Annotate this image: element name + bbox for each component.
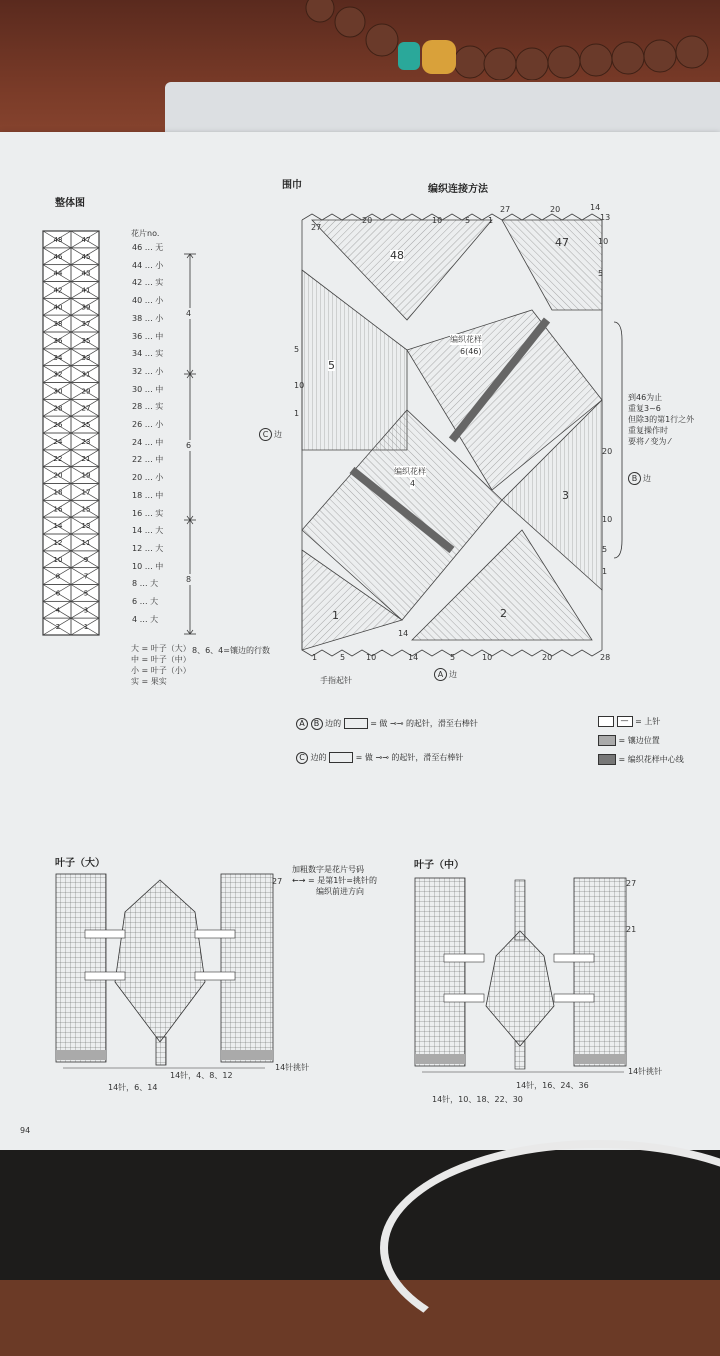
ab-edge-note: A B 边的 = 做 ⊸⊸ 的起针，滑至右棒针 bbox=[296, 718, 478, 730]
strip-number: 41 bbox=[81, 286, 91, 295]
needle-symbol-icon: ⁄ bbox=[646, 437, 648, 446]
stitch-symbol-icon bbox=[344, 718, 368, 729]
strip-number: 31 bbox=[81, 370, 91, 379]
legend-medium: 中 = 叶子（中） bbox=[131, 655, 191, 664]
motif-list-item: 8 … 大 bbox=[132, 579, 159, 589]
strip-number: 19 bbox=[81, 471, 91, 480]
leaf-large-stitches-1: 14针，4、8、12 bbox=[170, 1071, 233, 1080]
leaf-large-note: 加粗数字是花片号码 ←→ = 是第1针=挑针的 编织前进方向 bbox=[292, 865, 377, 896]
motif-column-header: 花片no. bbox=[131, 229, 160, 238]
strip-number: 35 bbox=[81, 337, 91, 345]
strip-number: 2 bbox=[55, 623, 61, 632]
strip-number: 3 bbox=[83, 606, 89, 615]
strip-number: 37 bbox=[81, 320, 91, 329]
strip-number: 34 bbox=[53, 353, 63, 362]
motif-list-item: 46 … 无 bbox=[132, 243, 164, 252]
strip-number: 48 bbox=[53, 236, 63, 244]
leaf-medium-chart bbox=[414, 876, 637, 1076]
strip-number: 36 bbox=[53, 337, 63, 345]
strip-number: 4 bbox=[55, 606, 61, 615]
motif-list-item: 10 … 中 bbox=[132, 561, 164, 571]
motif-list-item: 22 … 中 bbox=[132, 455, 164, 465]
edge-b-label: 边 bbox=[643, 474, 651, 483]
strip-number: 13 bbox=[81, 522, 91, 531]
strip-number: 47 bbox=[81, 236, 91, 244]
strip-number: 25 bbox=[81, 421, 91, 430]
motif-list-item: 12 … 大 bbox=[132, 543, 164, 553]
edge-a-marker: A bbox=[434, 668, 447, 681]
strip-number: 17 bbox=[81, 488, 91, 497]
legend-fruit: 实 = 果实 bbox=[131, 677, 167, 686]
leaf-large-chart bbox=[55, 872, 285, 1072]
strip-number: 43 bbox=[81, 269, 91, 278]
motif-list-item: 4 … 大 bbox=[132, 614, 159, 624]
stitch-symbol-icon bbox=[329, 752, 353, 763]
edge-b-marker: B bbox=[628, 472, 641, 485]
strip-number: 15 bbox=[81, 505, 91, 514]
leaf-medium-pickup: 14针挑针 bbox=[628, 1067, 663, 1076]
strip-number: 22 bbox=[53, 454, 63, 463]
join-title: 编织连接方法 bbox=[428, 184, 488, 195]
strip-number: 40 bbox=[53, 303, 63, 312]
leaf-large-pickup: 14针挑针 bbox=[275, 1063, 310, 1072]
edge-c-marker: C bbox=[259, 428, 272, 441]
join-diagram bbox=[292, 200, 612, 670]
strip-number: 38 bbox=[53, 320, 63, 329]
motif-list-item: 42 … 实 bbox=[132, 278, 164, 288]
overall-title: 整体图 bbox=[55, 198, 85, 209]
span-dimension-lines bbox=[180, 250, 210, 640]
strip-number: 18 bbox=[53, 488, 63, 497]
leaf-large-stitches-2: 14针，6、14 bbox=[108, 1083, 158, 1092]
repeat-note: 到46为止 重复3~6 但除3的第1行之外 重复操作时 要将 ⁄ 变为 ⁄ bbox=[628, 393, 695, 446]
strip-number: 29 bbox=[81, 387, 91, 396]
motif-list-item: 6 … 大 bbox=[132, 597, 159, 606]
strip-number: 24 bbox=[53, 438, 63, 446]
overall-strip-diagram bbox=[42, 230, 102, 638]
motif-list-item: 14 … 大 bbox=[132, 526, 164, 536]
strip-number: 44 bbox=[53, 269, 63, 278]
motif-list-item: 40 … 小 bbox=[132, 296, 164, 306]
strip-number: 30 bbox=[53, 387, 63, 396]
scarf-title: 围巾 bbox=[282, 180, 302, 191]
strip-number: 20 bbox=[53, 471, 63, 480]
strip-number: 21 bbox=[81, 454, 91, 463]
motif-list-item: 26 … 小 bbox=[132, 420, 164, 429]
strip-number: 33 bbox=[81, 353, 91, 362]
motif-47-label: 47 bbox=[555, 236, 569, 249]
motif-list-item: 32 … 小 bbox=[132, 366, 164, 376]
edge-rows-note: 8、6、4=镶边的行数 bbox=[192, 646, 270, 655]
strip-number: 28 bbox=[53, 404, 63, 413]
motif-list-item: 24 … 中 bbox=[132, 437, 164, 447]
finger-cast-on-label: 手指起针 bbox=[320, 676, 352, 685]
overall-legend bbox=[131, 643, 191, 687]
motif-list-item: 34 … 实 bbox=[132, 349, 164, 359]
leaf-medium-row-21: 21 bbox=[626, 925, 637, 934]
strip-number: 10 bbox=[53, 555, 63, 564]
strip-number: 9 bbox=[83, 555, 89, 564]
pattern-4-label: 编织花样 bbox=[394, 467, 426, 476]
motif-1-label: 1 bbox=[332, 609, 339, 622]
strip-number: 46 bbox=[53, 252, 63, 261]
pattern-6-number: 6(46) bbox=[460, 347, 482, 356]
strip-number: 8 bbox=[55, 572, 61, 581]
edge-a-label: 边 bbox=[449, 670, 457, 679]
strip-number: 16 bbox=[53, 505, 63, 514]
motif-3-label: 3 bbox=[562, 489, 569, 502]
strip-number: 45 bbox=[81, 252, 91, 261]
legend-large: 大 = 叶子（大） bbox=[131, 644, 191, 653]
strip-number: 12 bbox=[53, 539, 63, 547]
span-label-8: 8 bbox=[186, 575, 192, 584]
motif-list-item: 38 … 小 bbox=[132, 313, 164, 323]
prayer-beads bbox=[300, 0, 720, 80]
pattern-6-label: 编织花样 bbox=[450, 335, 482, 344]
motif-list-item: 36 … 中 bbox=[132, 331, 164, 341]
c-edge-note: C 边的 = 做 ⊸⊸ 的起针，滑至右棒针 bbox=[296, 752, 463, 764]
edge-c-label: 边 bbox=[274, 430, 282, 439]
strip-number: 7 bbox=[83, 572, 89, 581]
strip-number: 1 bbox=[83, 623, 89, 632]
span-label-6: 6 bbox=[186, 441, 192, 450]
motif-list-item: 44 … 小 bbox=[132, 260, 164, 270]
leaf-medium-stitches-2: 14针，10、18、22、30 bbox=[432, 1095, 523, 1104]
motif-48-label: 48 bbox=[390, 249, 404, 262]
strip-number: 32 bbox=[53, 370, 63, 379]
motif-2-label: 2 bbox=[500, 607, 507, 620]
strip-number: 23 bbox=[81, 438, 91, 446]
motif-list-item: 18 … 中 bbox=[132, 490, 164, 500]
needle-symbol-icon: ⁄ bbox=[668, 437, 671, 446]
motif-list-item: 16 … 实 bbox=[132, 508, 164, 518]
strip-number: 27 bbox=[81, 404, 91, 413]
strip-number: 14 bbox=[53, 522, 63, 531]
strip-number: 6 bbox=[55, 589, 61, 598]
strip-number: 42 bbox=[53, 286, 63, 295]
strip-number: 11 bbox=[81, 539, 91, 547]
repeat-bracket bbox=[612, 320, 626, 560]
strip-number: 26 bbox=[53, 421, 63, 430]
span-label-4: 4 bbox=[186, 309, 192, 318]
strip-number: 39 bbox=[81, 303, 91, 312]
symbol-legend: — = 上针 = 镶边位置 = 编织花样中心线 bbox=[598, 716, 684, 765]
leaf-large-title: 叶子（大） bbox=[55, 858, 105, 869]
motif-list-item: 20 … 小 bbox=[132, 473, 164, 483]
motif-list-item: 30 … 中 bbox=[132, 384, 164, 394]
cast-on-knot-icon: ⊸⊸ bbox=[375, 753, 389, 762]
leaf-medium-title: 叶子（中） bbox=[414, 860, 464, 871]
leaf-medium-stitches-1: 14针，16、24、36 bbox=[516, 1081, 589, 1090]
leaf-large-row-27: 27 bbox=[272, 877, 283, 886]
strip-number: 5 bbox=[83, 589, 89, 598]
page-number: 94 bbox=[20, 1126, 31, 1135]
pattern-4-number: 4 bbox=[410, 479, 416, 488]
motif-list-item: 28 … 实 bbox=[132, 402, 164, 412]
cast-on-knot-icon: ⊸⊸ bbox=[389, 719, 404, 728]
motif-5-label: 5 bbox=[328, 359, 335, 372]
leaf-medium-row-27: 27 bbox=[626, 879, 637, 888]
legend-small: 小 = 叶子（小） bbox=[131, 666, 191, 675]
